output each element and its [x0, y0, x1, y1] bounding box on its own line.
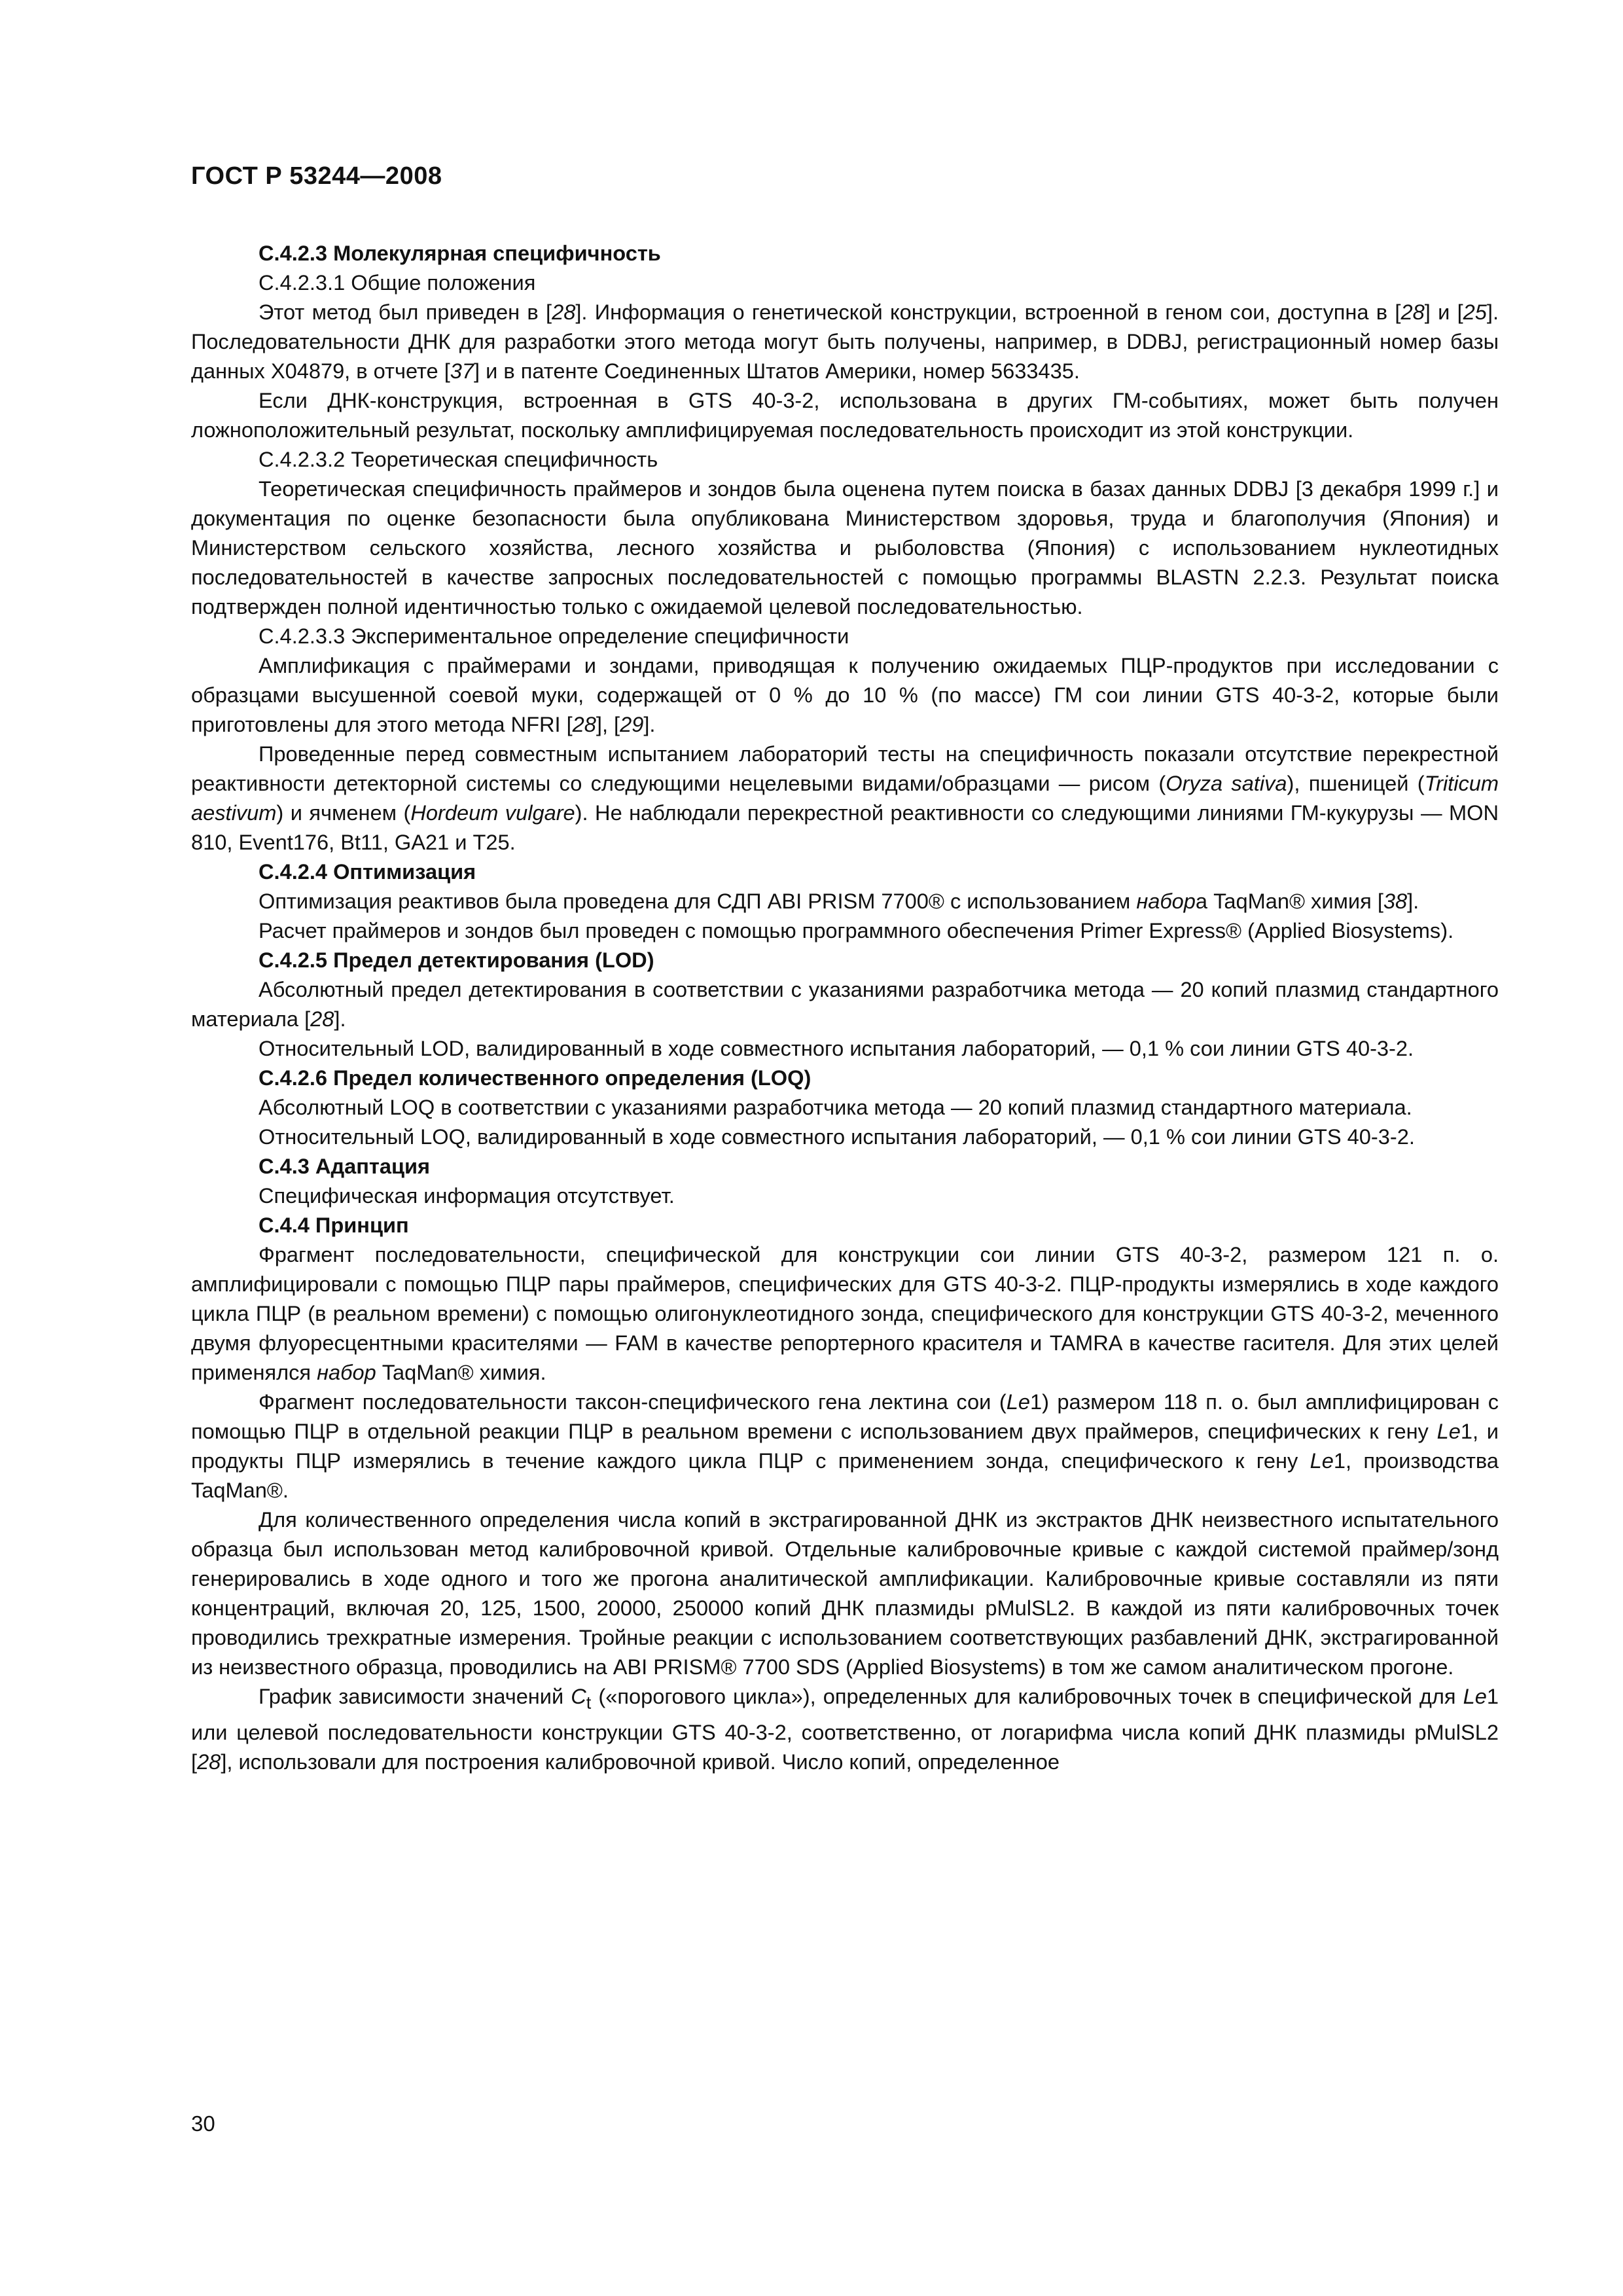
- page-body: [191, 238, 1499, 1776]
- subsection-heading: С.4.2.3.1 Общие положения: [259, 270, 536, 295]
- section-heading: С.4.2.4 Оптимизация: [259, 859, 476, 884]
- paragraph: Амплификация с праймерами и зондами, приводящая к получению ожидаемых ПЦР-продуктов при исследовании с образцами высушенной соевой муки, содержащей от 0 % до 10 % (по массе) ГМ сои линии GTS 40-3-2, которые были приготовлены для этого метода NFRI [28], [29].: [191, 653, 1499, 736]
- section-heading: С.4.2.6 Предел количественного определения (LOQ): [259, 1066, 812, 1090]
- page-header: ГОСТ Р 53244—2008: [191, 162, 442, 190]
- paragraph: Этот метод был приведен в [28]. Информация о генетической конструкции, встроенной в геном сои, доступна в [28] и [25]. Последовательности ДНК для разработки этого метода могут быть получены, например, в DDBJ, регистрационный номер базы данных Х04879, в отчете [37] и в патенте Соединенных Штатов Америки, номер 5633435.: [191, 300, 1499, 383]
- paragraph: Абсолютный LOQ в соответствии с указаниями разработчика метода — 20 копий плазмид стандартного материала.: [259, 1095, 1412, 1119]
- paragraph: Для количественного определения числа копий в экстрагированной ДНК из экстрактов ДНК неизвестного испытательного образца был использован метод калибровочной кривой. Отдельные калибровочные кривые с каждой системой праймер/зонд генерировались в ходе одного и того же прогона аналитической амплификации. Калибровочные кривые составляли из пяти концентраций, включая 20, 125, 1500, 20000, 250000 копий ДНК плазмиды pMulSL2. В каждой из пяти калибровочных точек проводились трехкратные измерения. Тройные реакции с использованием соответствующих разбавлений ДНК, экстрагированной из неизвестного образца, проводились на ABI PRISM® 7700 SDS (Applied Biosystems) в том же самом аналитическом прогоне.: [191, 1507, 1499, 1679]
- paragraph: Проведенные перед совместным испытанием лабораторий тесты на специфичность показали отсутствие перекрестной реактивности детекторной системы со следующими нецелевыми видами/образцами — рисом (Oryza sativa), пшеницей (Triticum aestivum) и ячменем (Hordeum vulgare). Не наблюдали перекрестной реактивности со следующими линиями ГМ-кукурузы — MON 810, Event176, Bt11, GA21 и T25.: [191, 742, 1499, 854]
- paragraph: Фрагмент последовательности таксон-специфического гена лектина сои (Le1) размером 118 п. о. был амплифицирован с помощью ПЦР в отдельной реакции ПЦР в реальном времени с использованием двух праймеров, специфических к гену Le1, и продукты ПЦР измерялись в течение каждого цикла ПЦР с применением зонда, специфического к гену Le1, производства TaqMan®.: [191, 1390, 1499, 1502]
- paragraph: Относительный LOQ, валидированный в ходе совместного испытания лабораторий, — 0,1 % сои линии GTS 40-3-2.: [259, 1124, 1415, 1149]
- paragraph: Оптимизация реактивов была проведена для СДП ABI PRISM 7700® с использованием набора TaqMan® химия [38].: [259, 889, 1419, 913]
- paragraph: Теоретическая специфичность праймеров и зондов была оценена путем поиска в базах данных DDBJ [3 декабря 1999 г.] и документация по оценке безопасности была опубликована Министерством здоровья, труда и благополучия (Япония) и Министерством сельского хозяйства, лесного хозяйства и рыболовства (Япония) с использованием нуклеотидных последовательностей в качестве запросных последовательностей с помощью программы BLASTN 2.2.3. Результат поиска подтвержден полной идентичностью только с ожидаемой целевой последовательностью.: [191, 476, 1499, 619]
- paragraph: Расчет праймеров и зондов был проведен с помощью программного обеспечения Primer Express® (Applied Biosystems).: [259, 918, 1454, 942]
- section-heading: С.4.2.5 Предел детектирования (LOD): [259, 948, 654, 972]
- subsection-heading: С.4.2.3.2 Теоретическая специфичность: [259, 447, 658, 471]
- paragraph: Относительный LOD, валидированный в ходе совместного испытания лабораторий, — 0,1 % сои линии GTS 40-3-2.: [259, 1036, 1414, 1060]
- paragraph: Абсолютный предел детектирования в соответствии с указаниями разработчика метода — 20 копий плазмид стандартного материала [28].: [191, 977, 1499, 1031]
- paragraph: Если ДНК-конструкция, встроенная в GTS 40-3-2, использована в других ГМ-событиях, может быть получен ложноположительный результат, поскольку амплифицируемая последовательность происходит из этой конструкции.: [191, 388, 1499, 442]
- paragraph: Фрагмент последовательности, специфической для конструкции сои линии GTS 40-3-2, размером 121 п. о. амплифицировали с помощью ПЦР пары праймеров, специфических для GTS 40-3-2. ПЦР-продукты измерялись в ходе каждого цикла ПЦР (в реальном времени) с помощью олигонуклеотидного зонда, специфического для конструкции GTS 40-3-2, меченного двумя флуоресцентными красителями — FAM в качестве репортерного красителя и TAMRA в качестве гасителя. Для этих целей применялся набор TaqMan® химия.: [191, 1242, 1499, 1384]
- subsection-heading: С.4.2.3.3 Экспериментальное определение специфичности: [259, 624, 849, 648]
- paragraph: Специфическая информация отсутствует.: [259, 1183, 675, 1208]
- page-number: 30: [191, 2111, 215, 2136]
- section-heading: С.4.4 Принцип: [259, 1213, 409, 1237]
- section-heading: С.4.3 Адаптация: [259, 1154, 431, 1178]
- section-heading: С.4.2.3 Молекулярная специфичность: [259, 241, 661, 265]
- paragraph: График зависимости значений $C_t$ («порогового цикла»), определенных для калибровочных точек в специфической для Le1 или целевой последовательности конструкции GTS 40-3-2, соответственно, от логарифма числа копий ДНК плазмиды pMulSL2 [28], использовали для построения калибровочной кривой. Число копий, определенное: [191, 1684, 1499, 1774]
